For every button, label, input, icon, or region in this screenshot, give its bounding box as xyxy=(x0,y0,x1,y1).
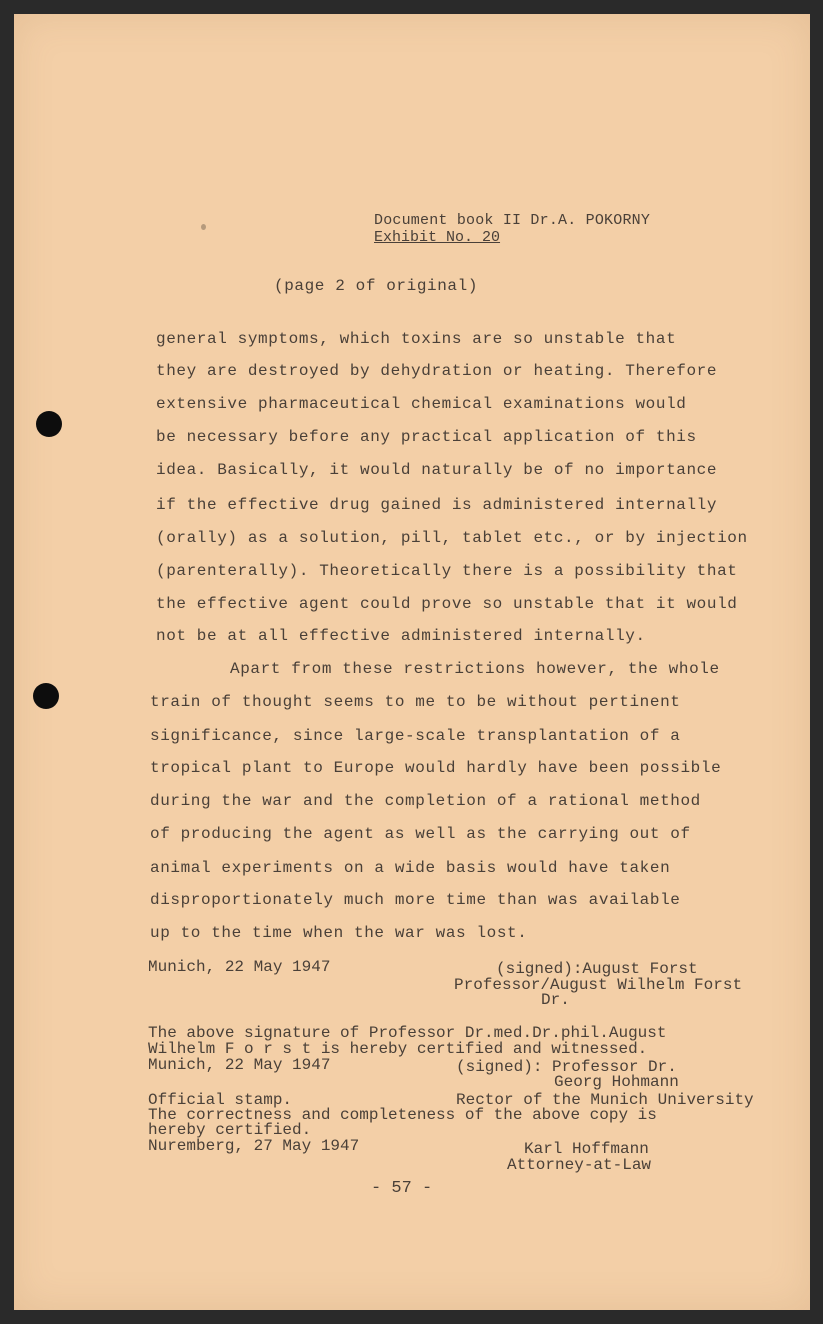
certification-place-date: Munich, 22 May 1947 xyxy=(148,1056,331,1074)
body-line: if the effective drug gained is administered internally xyxy=(156,496,718,514)
certification-signer-role: Rector of the Munich University xyxy=(456,1091,754,1109)
body-line: not be at all effective administered internally. xyxy=(156,627,646,645)
header-exhibit-number: Exhibit No. 20 xyxy=(374,229,501,246)
ink-spot xyxy=(201,224,206,230)
body-line: the effective agent could prove so unstable that it would xyxy=(156,595,738,613)
official-stamp: Official stamp. xyxy=(148,1091,293,1109)
copy-certification-place-date: Nuremberg, 27 May 1947 xyxy=(148,1137,360,1155)
certification-signer-name: Georg Hohmann xyxy=(554,1073,679,1091)
body-line: Apart from these restrictions however, the whole xyxy=(230,660,720,678)
body-line: animal experiments on a wide basis would have taken xyxy=(150,859,671,877)
body-line: idea. Basically, it would naturally be of no importance xyxy=(156,461,718,479)
body-line: general symptoms, which toxins are so unstable that xyxy=(156,330,677,348)
certification-line: Wilhelm F o r s t is hereby certified and witnessed. xyxy=(148,1040,648,1058)
signature-place-date: Munich, 22 May 1947 xyxy=(148,958,331,976)
body-line: (parenterally). Theoretically there is a possibility that xyxy=(156,562,738,580)
body-line: tropical plant to Europe would hardly have been possible xyxy=(150,759,722,777)
body-line: they are destroyed by dehydration or heating. Therefore xyxy=(156,362,718,380)
certification-line: The above signature of Professor Dr.med.Dr.phil.August xyxy=(148,1024,667,1042)
page-note: (page 2 of original) xyxy=(274,277,479,295)
body-line: (orally) as a solution, pill, tablet etc., or by injection xyxy=(156,529,748,547)
attorney-role: Attorney-at-Law xyxy=(507,1156,652,1174)
page-number: - 57 - xyxy=(371,1179,433,1198)
body-line: be necessary before any practical application of this xyxy=(156,428,697,446)
signature-title: Professor/August Wilhelm Forst xyxy=(454,976,743,994)
body-line: train of thought seems to me to be without pertinent xyxy=(150,693,681,711)
certification-signed: (signed): Professor Dr. xyxy=(456,1058,677,1076)
signature-degree: Dr. xyxy=(541,991,570,1009)
copy-certification-line: hereby certified. xyxy=(148,1121,312,1139)
attorney-name: Karl Hoffmann xyxy=(524,1140,649,1158)
body-line: of producing the agent as well as the carrying out of xyxy=(150,825,691,843)
header-document-book: Document book II Dr.A. POKORNY xyxy=(374,212,651,229)
body-line: significance, since large-scale transplantation of a xyxy=(150,727,681,745)
signature-signed: (signed):August Forst xyxy=(496,960,698,978)
copy-certification-line: The correctness and completeness of the above copy is xyxy=(148,1106,657,1124)
punch-hole-top xyxy=(36,411,62,437)
body-line: extensive pharmaceutical chemical examinations would xyxy=(156,395,687,413)
body-line: during the war and the completion of a rational method xyxy=(150,792,701,810)
body-line: up to the time when the war was lost. xyxy=(150,924,528,942)
body-line: disproportionately much more time than was available xyxy=(150,891,681,909)
punch-hole-bottom xyxy=(33,683,59,709)
